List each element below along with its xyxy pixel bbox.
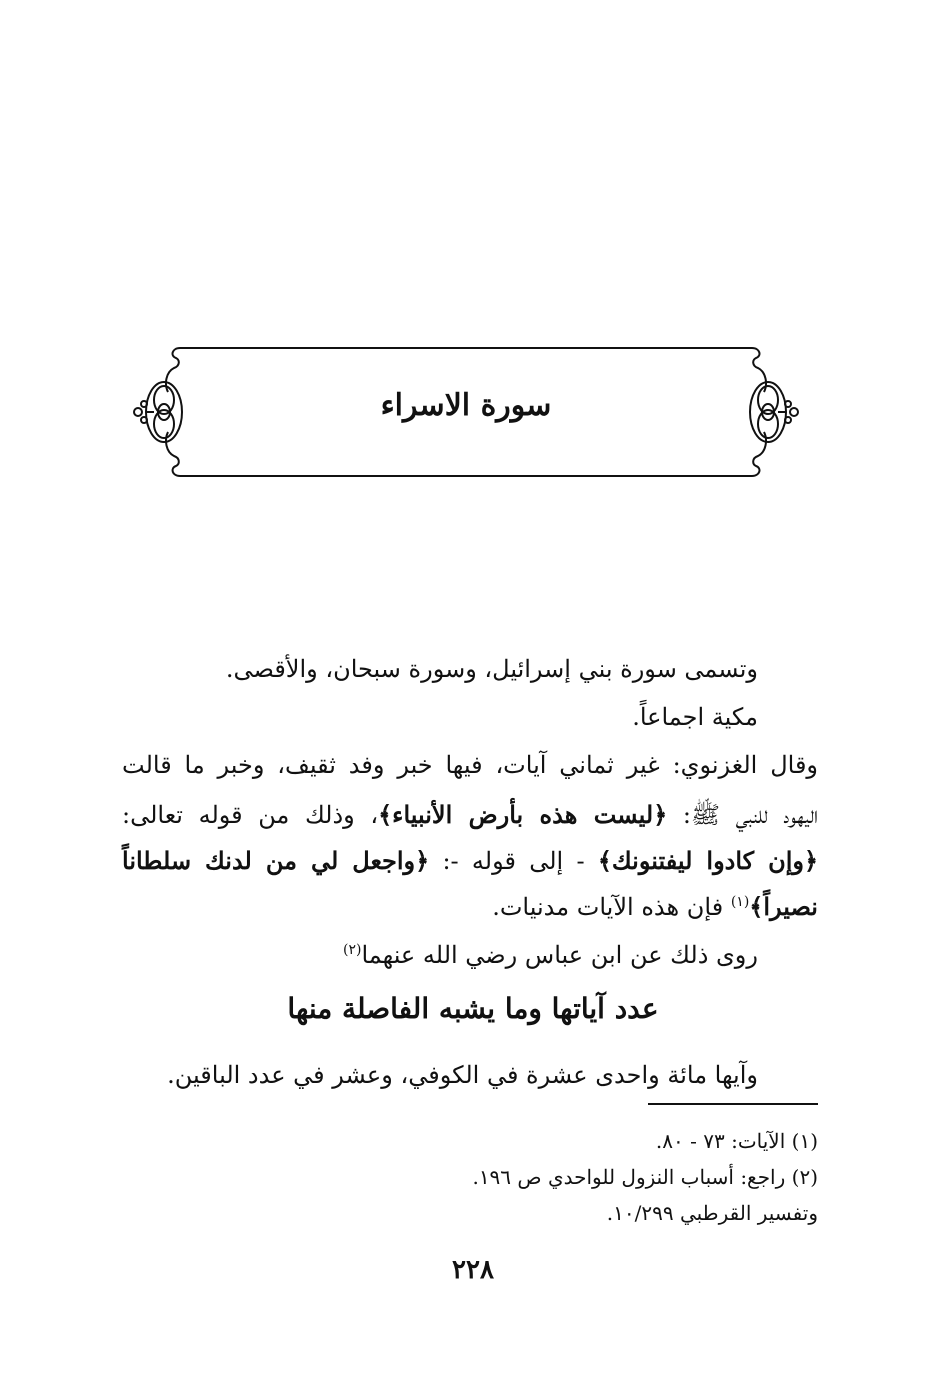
ghaznawi-line-3 xyxy=(122,838,818,884)
surah-title: سورة الاسراء xyxy=(380,388,552,423)
quran-quote-1: ﴿ليست هذه بأرض الأنبياء﴾ xyxy=(378,800,668,829)
ghaznawi-line-2 xyxy=(122,792,818,838)
ghaznawi-line-3-mid: - إلى قوله -: xyxy=(429,847,598,875)
page-number: ٢٢٨ xyxy=(452,1255,494,1285)
ibn-abbas-paragraph xyxy=(343,932,758,978)
footnote-2: (٢) راجع: أسباب النزول للواحدي ص ١٩٦. xyxy=(472,1165,818,1189)
footnote-ref-1: (١) xyxy=(730,894,750,910)
footnote-divider xyxy=(648,1103,818,1105)
ghaznawi-line-2-text-b: ، وذلك من قوله تعالى: xyxy=(122,801,379,829)
footnote-ref-2: (٢) xyxy=(342,942,362,958)
surah-title-frame xyxy=(128,340,804,488)
verse-count-paragraph: وآيها مائة واحدى عشرة في الكوفي، وعشر في عدد الباقين. xyxy=(167,1061,758,1089)
ghaznawi-line-4 xyxy=(492,884,818,930)
quran-quote-3: ﴿واجعل لي من لدنك سلطاناً xyxy=(122,846,430,875)
ghaznawi-line-2-text-a: اليهود للنبي ﷺ: xyxy=(667,801,818,829)
names-paragraph: وتسمى سورة بني إسرائيل، وسورة سبحان، والأقصى. xyxy=(225,655,758,683)
quran-quote-3-end: نصيراً﴾ xyxy=(749,892,818,921)
ibn-abbas-text: روى ذلك عن ابن عباس رضي الله عنهما xyxy=(361,941,758,969)
ghaznawi-line-4-text: فإن هذه الآيات مدنيات. xyxy=(492,893,731,921)
footnote-1: (١) الآيات: ٧٣ - ٨٠. xyxy=(655,1129,818,1153)
quran-quote-2: ﴿وإن كادوا ليفتنونك﴾ xyxy=(597,846,819,875)
section-heading: عدد آياتها وما يشبه الفاصلة منها xyxy=(287,992,659,1025)
ghaznawi-line-1: وقال الغزنوي: غير ثماني آيات، فيها خبر وفد ثقيف، وخبر ما قالت xyxy=(122,751,818,779)
footnote-2-cont: وتفسير القرطبي ١٠/٢٩٩. xyxy=(606,1201,818,1225)
makkiya-paragraph: مكية اجماعاً. xyxy=(632,703,758,731)
